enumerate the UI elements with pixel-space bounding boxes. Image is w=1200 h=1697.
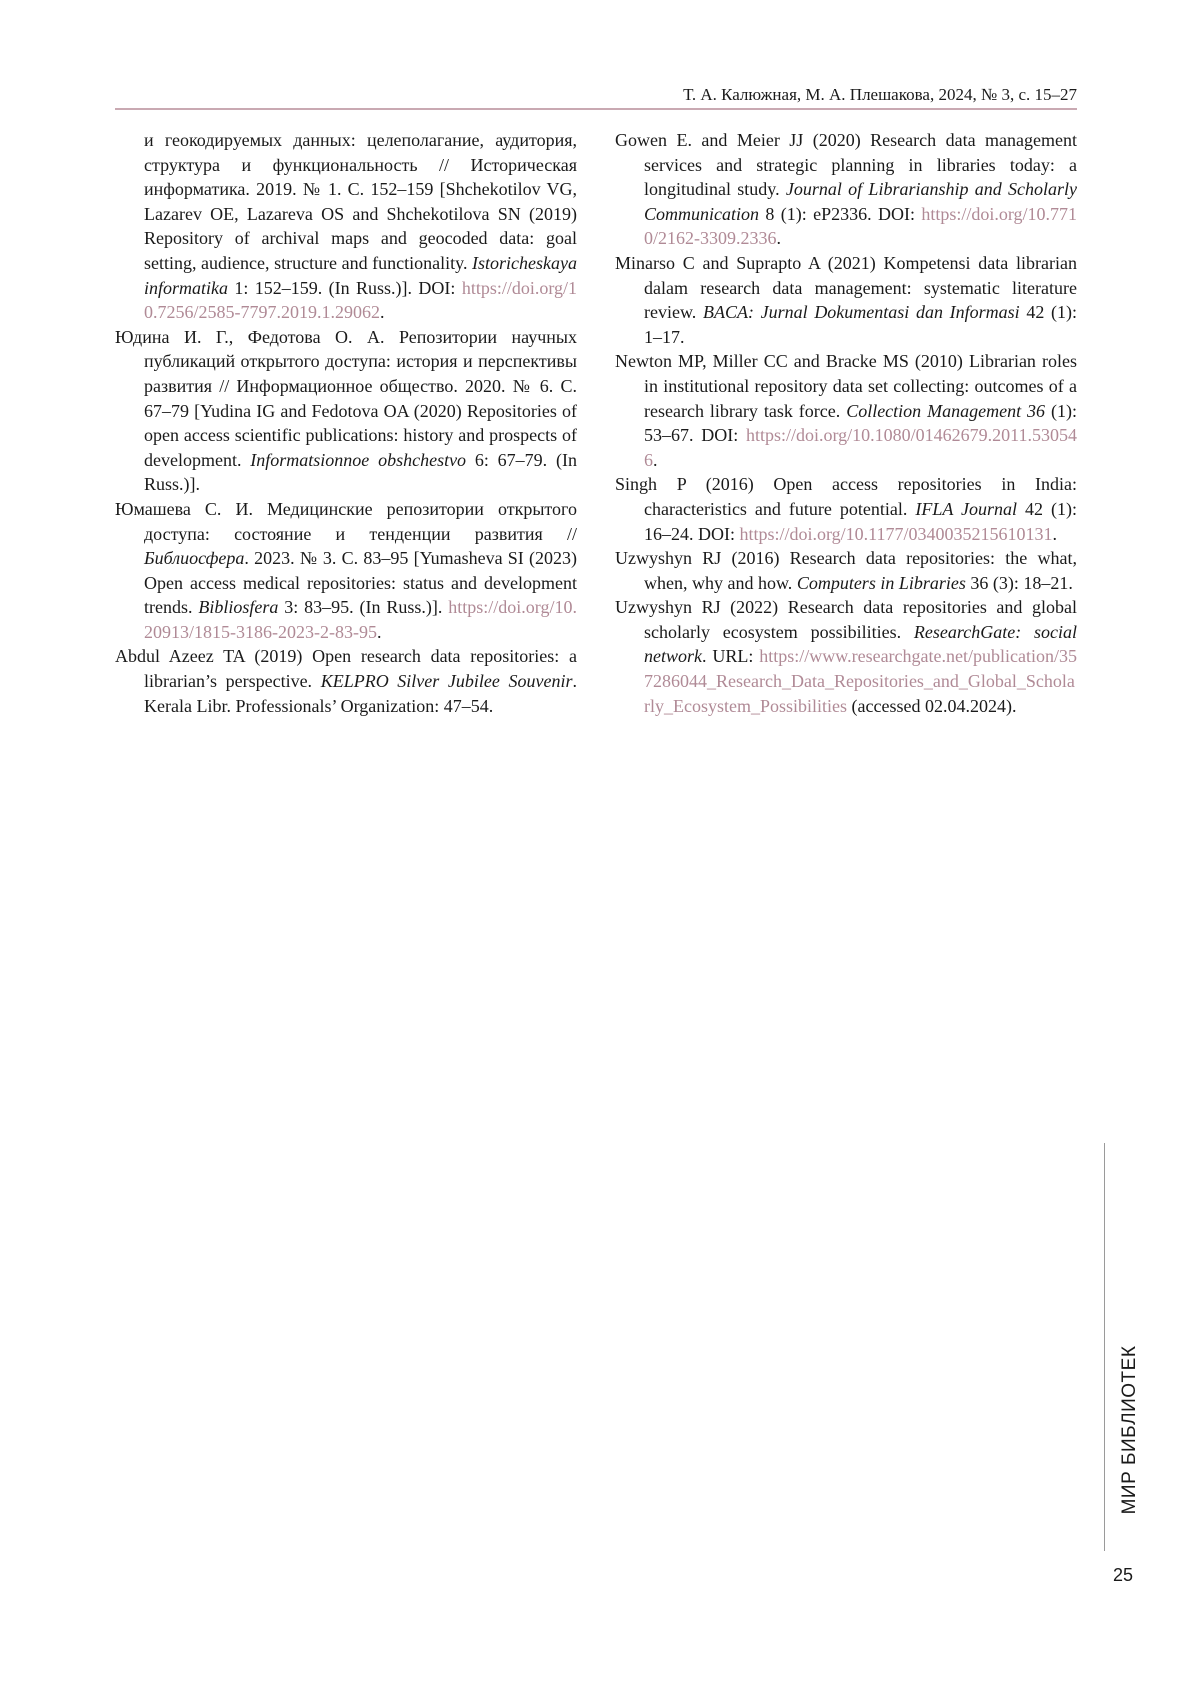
references-right-column bbox=[615, 128, 1077, 718]
reference-text: (accessed 02.04.2024). bbox=[847, 695, 1017, 716]
reference-text: . URL: bbox=[702, 646, 760, 667]
reference-source-title: Collection Management 36 bbox=[846, 400, 1046, 421]
reference-text: Minarso C and Suprapto A (2021) Kompetensi data librarian dalam research data management: systematic literature review. bbox=[615, 252, 1077, 323]
reference-text: 8 (1): eP2336. DOI: bbox=[759, 203, 922, 224]
reference-doi-link[interactable]: https://www.researchgate.net/publication/357286044_Research_Data_Repositories_and_Global_Scholarly_Ecosystem_Possibilities bbox=[644, 646, 1077, 716]
reference-text: 42 (1): 16–24. DOI: bbox=[644, 498, 1077, 544]
page-number: 25 bbox=[1113, 1565, 1134, 1585]
reference-text: . bbox=[776, 228, 781, 249]
reference-text: 36 (3): 18–21. bbox=[965, 572, 1073, 593]
sidebar-divider bbox=[1104, 1143, 1105, 1551]
reference-text: Singh P (2016) Open access repositories in India: characteristics and future potential. bbox=[615, 474, 1077, 519]
reference-entry bbox=[615, 595, 1077, 718]
reference-text: . bbox=[1052, 523, 1058, 544]
reference-text: Uzwyshyn RJ (2016) Research data repositories: the what, when, why and how. bbox=[615, 548, 1077, 593]
reference-source-title: Библиосфера bbox=[144, 548, 245, 569]
reference-doi-link[interactable]: https://doi.org/10.7710/2162-3309.2336 bbox=[644, 203, 1077, 249]
reference-doi-link[interactable]: https://doi.org/10.1177/0340035215610131 bbox=[739, 523, 1053, 544]
reference-text: 6: 67–79. (In Russ.)]. bbox=[144, 449, 577, 495]
reference-text: Юмашева С. И. Медицинские репозитории открытого доступа: состояние и тенденции развития // bbox=[115, 498, 577, 544]
reference-source-title: ResearchGate: social network bbox=[644, 621, 1077, 667]
reference-text: Abdul Azeez TA (2019) Open research data repositories: a librarian’s perspective. bbox=[115, 646, 577, 692]
reference-source-title: IFLA Journal bbox=[915, 498, 1018, 519]
reference-doi-link[interactable]: https://doi.org/10.1080/01462679.2011.530546 bbox=[644, 425, 1077, 470]
reference-doi-link[interactable]: https://doi.org/10.7256/2585-7797.2019.1.29062 bbox=[144, 277, 577, 323]
reference-entry bbox=[615, 546, 1077, 595]
reference-source-title: BACA: Jurnal Dokumentasi dan Informasi bbox=[702, 302, 1020, 323]
reference-entry bbox=[115, 128, 577, 325]
reference-text: (1): 53–67. DOI: bbox=[644, 400, 1077, 446]
reference-source-title: Bibliosfera bbox=[198, 597, 279, 618]
reference-source-title: Journal of Librarianship and Scholarly Communication bbox=[644, 179, 1077, 224]
reference-source-title: KELPRO Silver Jubilee Souvenir bbox=[320, 671, 573, 692]
reference-text: . 2023. № 3. С. 83–95 [Yumasheva SI (2023) Open access medical repositories: status and development trends. bbox=[144, 548, 577, 618]
reference-text: 42 (1): 1–17. bbox=[644, 302, 1077, 347]
reference-source-title: Computers in Libraries bbox=[796, 572, 966, 593]
reference-text: 1: 152–159. (In Russ.)]. DOI: bbox=[228, 277, 462, 298]
reference-text: . bbox=[653, 449, 658, 470]
reference-text: Newton MP, Miller CC and Bracke MS (2010) Librarian roles in institutional repository data set collecting: outcomes of a research library task force. bbox=[615, 351, 1077, 421]
reference-entry bbox=[115, 325, 577, 497]
journal-name: МИР БИБЛИОТЕК bbox=[1119, 1345, 1140, 1515]
reference-text: Gowen E. and Meier JJ (2020) Research data management services and strategic planning in libraries today: a longitudinal study. bbox=[615, 130, 1077, 200]
reference-text: Юдина И. Г., Федотова О. А. Репозитории научных публикаций открытого доступа: история и перспективы развития // Информационное общество. 2020. № 6. С. 67–79 [Yudina IG and Fedotova OA (2020) Repositories of open access scientific publications: history and prospects of development. bbox=[115, 326, 577, 470]
reference-text: . bbox=[376, 621, 382, 642]
reference-text: и геокодируемых данных: целеполагание, аудитория, структура и функциональность // Историческая информатика. 2019. № 1. С. 152–159 [Shchekotilov VG, Lazarev OE, Lazareva OS and Shchekotilova SN (2019) Repository of archival maps and geocoded data: goal setting, audience, structure and functionality. bbox=[144, 130, 577, 273]
references-left-column bbox=[115, 128, 577, 718]
reference-doi-link[interactable]: https://doi.org/10.20913/1815-3186-2023-2-83-95 bbox=[144, 597, 577, 642]
reference-entry bbox=[615, 349, 1077, 472]
reference-text: 3: 83–95. (In Russ.)]. bbox=[278, 597, 449, 618]
running-head: Т. А. Калюжная, М. А. Плешакова, 2024, № 3, с. 15–27 bbox=[683, 85, 1077, 104]
reference-entry bbox=[615, 472, 1077, 546]
reference-text: . bbox=[380, 302, 385, 323]
reference-source-title: Istoricheskaya informatika bbox=[144, 252, 577, 298]
reference-entry bbox=[115, 644, 577, 718]
reference-entry bbox=[615, 251, 1077, 349]
reference-text: Uzwyshyn RJ (2022) Research data repositories and global scholarly ecosystem possibilities. bbox=[615, 597, 1077, 642]
header-divider bbox=[115, 108, 1077, 110]
reference-text: . Kerala Libr. Professionals’ Organization: 47–54. bbox=[144, 671, 577, 716]
reference-entry bbox=[615, 128, 1077, 251]
reference-entry bbox=[115, 497, 577, 645]
reference-source-title: Informatsionnoe obshchestvo bbox=[250, 449, 467, 470]
